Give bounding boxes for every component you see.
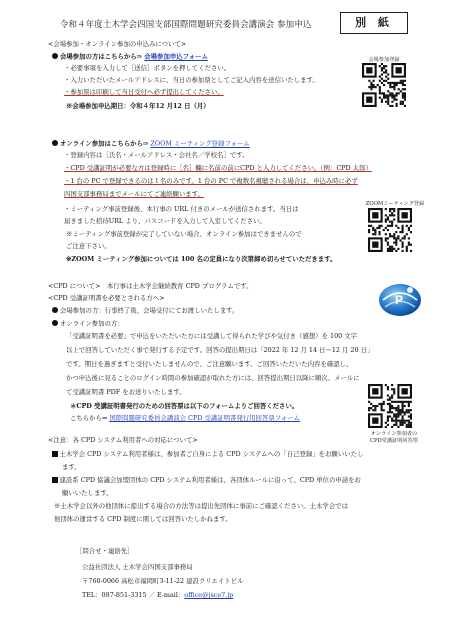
online-item: 四国支部事務局までメールにてご連絡願います。 <box>64 190 204 198</box>
zoom-qr-code[interactable] <box>368 208 412 252</box>
qr-label-cpd-2: CPD受講証明回答票 <box>370 438 418 444</box>
globe-logo-icon <box>377 280 423 318</box>
online-item: ・ミーティング事前登録後、本行事の URL 付きのメールが送信されます。当日は <box>64 205 299 213</box>
contact-address: 〒760-0066 高松市福岡町3-11-22 建設クリエイトビル <box>82 577 244 585</box>
square-bullet-icon <box>52 451 58 457</box>
contact-tel-email: TEL：087-851-3315 ／ E-mail：office@jsce7.jp <box>82 591 234 599</box>
page-title: 令和４年度土木学会四国支部国際問題研究委員会講演会 参加申込 <box>60 19 312 29</box>
venue-deadline: ※会場参加申込期日：令和４年12 月12 日（月） <box>66 102 210 110</box>
cpd-online-item: 以上で回答していただく事で発行する予定です。回答の提出期日は「2022 年 12 月 14 日～12 月 20 日」 <box>66 346 374 354</box>
section-heading-registration: <会場参加・オンライン参加の申込みについて> <box>48 40 187 48</box>
contact-email-link[interactable]: office@jsce7.jp <box>184 591 234 599</box>
qr-label-venue: 会場参加登録 <box>368 57 400 63</box>
contact-block <box>62 548 362 620</box>
venue-item: ・必要事項を入力して［送信］ボタンを押してください。 <box>64 64 231 72</box>
qr-label-zoom: ZOOMミーティング登録 <box>365 201 425 207</box>
cpd-online-item: 「受講証明書を必要」で申込をいただいた方には受講して得られた学びや気付き（感想）を 100 文字 <box>66 332 358 340</box>
section-heading-cpd: <CPD 受講証明書を必要とされる方へ> <box>48 294 165 302</box>
venue-item: ・入力いただいたメールアドレスに、当日の参加票としてご記入内容を送信いたします。 <box>64 76 319 84</box>
cpd-system-item: 建設系 CPD 協議会加盟団体の CPD システム利用者様は、各団体ルールに沿って、CPD 単位の申請をお <box>52 477 361 484</box>
venue-item: ・参加票は印刷して当日受付へ必ず提出してください。 <box>64 88 224 96</box>
contact-label: ［問合せ・連絡先］ <box>76 547 134 555</box>
cpd-online-title: オンライン参加の方： <box>52 320 124 328</box>
section-heading-cpd-systems: <注意：各 CPD システム利用者への対応について> <box>48 436 198 444</box>
cpd-form-note: ＊CPD 受講証明書発行のための回答票は以下のフォームよりご回答ください。 <box>70 402 299 410</box>
cpd-system-item: 願いいたします。 <box>62 489 113 497</box>
cpd-online-item: て受講証明書 PDF をお送りいたします。 <box>66 388 186 396</box>
cpd-venue-title: 会場参加の方：行事終了後、会場受付にてお渡しいたします。 <box>52 307 238 315</box>
venue-registration-title: 会場参加の方はこちらから⇒ 会場参加申込フォーム <box>52 53 208 61</box>
square-bullet-icon <box>52 477 58 483</box>
online-registration-title: オンライン参加はこちらから⇒ ZOOM ミーティング登録フォーム <box>52 140 250 148</box>
online-item: ・1 台の PC で登録できるのは１名のみです。1 台の PC で複数名視聴される場合は、申込み時に必ず <box>64 177 358 185</box>
qr-label-cpd-1: オンライン参加者の <box>370 431 418 437</box>
cpd-online-item: かつ申込後に見ることのログイン時間の参加確認が取れた方には、回答提出期日以降に順次、メールに <box>66 374 360 382</box>
online-capacity-note: ※ZOOM ミーティング参加については 100 名の定員になり次第締め切らせていただきます。 <box>66 255 337 263</box>
svg-text:P: P <box>395 293 404 307</box>
online-item: ご注意下さい。 <box>66 242 111 250</box>
bullet-icon <box>52 320 58 326</box>
bullet-icon <box>52 307 58 313</box>
cpd-system-item: 他団体の運営する CPD 制度に関しては回答いたしかねます。 <box>54 515 232 523</box>
online-item: ※ミーティング事前登録が完了していない場合、オンライン参加はできませんので <box>66 230 302 238</box>
venue-form-link[interactable]: 会場参加申込フォーム <box>144 52 208 61</box>
cpd-form-link[interactable]: 国際問題研究委員会講演会 CPD 受講証明書発行用回答票フォーム <box>109 414 300 422</box>
contact-org: 公益社団法人 土木学会四国支部事務局 <box>82 563 193 571</box>
cpd-program-note: <CPD について> 本行事は土木学会継続教育 CPD プログラムです。 <box>48 282 253 290</box>
cpd-form-link-row: こちらから⇒ 国際問題研究委員会講演会 CPD 受講証明書発行用回答票フォーム <box>70 414 300 422</box>
bullet-icon <box>52 53 58 59</box>
cpd-system-item: ※土木学会以外の他団体に提出する場合の方法等は提出先団体に事前にご確認ください。土木学会では <box>54 502 348 510</box>
venue-qr-code[interactable] <box>362 63 406 107</box>
attachment-badge: 別 紙 <box>340 12 408 34</box>
online-item: 届きました招待URL より、パスコードを入力して入室してください。 <box>64 217 266 225</box>
cpd-system-item: ます。 <box>62 463 81 471</box>
cpd-qr-code[interactable] <box>368 384 412 428</box>
cpd-online-item: です。期日を過ぎますと受付いたしませんので、ご注意願います。ご回答いただいた内容を確認し、 <box>66 360 353 368</box>
online-item: ・CPD 受講証明が必要な方は登録時に［名］欄に名前の前にCPD と入力してください。（例：CPD 太郎） <box>64 164 372 172</box>
online-item: ・登録内容は［氏名・メールアドレス・会社名／学校名］です。 <box>64 151 249 159</box>
cpd-system-item: 土木学会 CPD システム利用者様は、参加者ご自身による CPD システムへの「自己登録」をお願いいたし <box>52 451 363 458</box>
zoom-form-link[interactable]: ZOOM ミーティング登録フォーム <box>150 139 250 148</box>
bullet-icon <box>52 140 58 146</box>
